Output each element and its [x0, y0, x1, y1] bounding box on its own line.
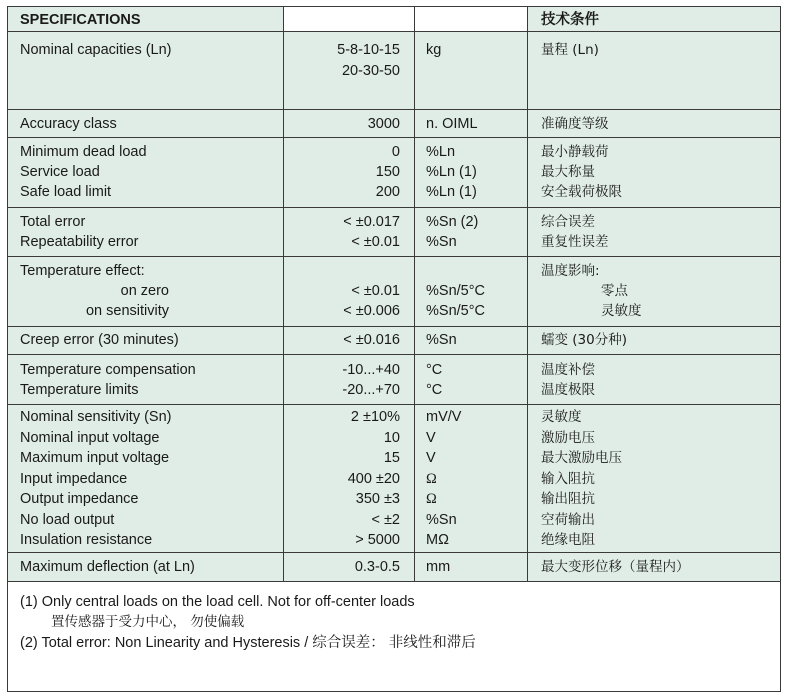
- specifications-table: [7, 6, 781, 692]
- footnote-2: (2) Total error: Non Linearity and Hysteresis / 综合误差： 非线性和滞后: [20, 635, 476, 651]
- spec-label: Input impedance: [20, 470, 128, 487]
- spec-unit: V: [426, 429, 436, 446]
- spec-value: < ±2: [371, 511, 400, 528]
- table-row: [8, 257, 780, 327]
- spec-value: 20-30-50: [341, 63, 400, 79]
- spec-sublabel-cn: 灵敏度: [601, 303, 642, 319]
- table-row: [8, 32, 780, 110]
- spec-unit: %Ln (1): [426, 184, 477, 200]
- spec-label: No load output: [20, 511, 115, 528]
- spec-label: Safe load limit: [20, 184, 112, 200]
- spec-label: Nominal input voltage: [20, 429, 160, 446]
- spec-label-cn: 输出阻抗: [541, 491, 595, 507]
- spec-label: Creep error (30 minutes): [20, 332, 179, 348]
- spec-unit: %Sn: [426, 332, 457, 348]
- table-row: [8, 553, 780, 582]
- spec-value: 150: [375, 164, 400, 180]
- spec-label-cn: 综合误差: [541, 214, 595, 230]
- spec-unit: %Sn: [426, 234, 457, 250]
- spec-label-cn: 激励电压: [541, 429, 595, 446]
- spec-value: > 5000: [355, 532, 400, 548]
- spec-label: Temperature limits: [20, 382, 139, 398]
- spec-unit: mV/V: [426, 409, 462, 425]
- table-row: [8, 405, 780, 553]
- spec-label-cn: 最小静载荷: [541, 144, 609, 160]
- spec-label-cn: 重复性误差: [541, 234, 609, 250]
- spec-sublabel-cn: 零点: [601, 283, 628, 299]
- table-row: [8, 208, 780, 257]
- spec-unit: %Sn/5°C: [426, 303, 485, 319]
- spec-unit: Ω: [426, 470, 437, 487]
- spec-label-cn: 最大称量: [541, 164, 595, 180]
- spec-value: < ±0.017: [343, 214, 400, 230]
- spec-value: 2 ±10%: [350, 409, 400, 425]
- table-row: [8, 327, 780, 355]
- spec-value: 3000: [367, 116, 400, 132]
- spec-label-cn: 输入阻抗: [541, 470, 595, 487]
- spec-label: Repeatability error: [20, 234, 139, 250]
- spec-label-cn: 空荷输出: [541, 511, 595, 528]
- spec-value: < ±0.01: [351, 234, 400, 250]
- header-title-en: SPECIFICATIONS: [20, 12, 141, 28]
- spec-unit: mm: [426, 559, 451, 575]
- spec-value: < ±0.01: [351, 283, 400, 299]
- spec-label-cn: 最大变形位移（量程内）: [541, 559, 690, 575]
- spec-label: Nominal capacities (Ln): [20, 42, 172, 58]
- header-title-cn: 技术条件: [541, 12, 599, 28]
- spec-value: -20...+70: [342, 382, 400, 398]
- spec-label-cn: 准确度等级: [541, 116, 609, 132]
- spec-value: 0: [391, 144, 400, 160]
- spec-unit: %Sn (2): [426, 214, 479, 230]
- spec-value: 0.3-0.5: [354, 559, 400, 575]
- footnote-1: (1) Only central loads on the load cell. Not for off-center loads: [20, 594, 415, 610]
- spec-label: Maximum deflection (at Ln): [20, 559, 195, 575]
- spec-label: Total error: [20, 214, 86, 230]
- table-header: [8, 7, 780, 32]
- spec-value: < ±0.016: [343, 332, 400, 348]
- spec-unit: n. OIML: [426, 116, 478, 132]
- spec-value: 350 ±3: [355, 491, 400, 507]
- spec-label-cn: 温度补偿: [541, 362, 595, 378]
- spec-value: 5-8-10-15: [337, 42, 400, 58]
- spec-value: 15: [383, 450, 400, 466]
- spec-label-cn: 蠕变 (30分种): [541, 332, 628, 348]
- spec-label-cn: 最大激励电压: [541, 450, 622, 466]
- spec-label: Nominal sensitivity (Sn): [20, 409, 172, 425]
- spec-label: Temperature compensation: [20, 362, 196, 378]
- spec-label: Accuracy class: [20, 116, 117, 132]
- spec-label: Minimum dead load: [20, 144, 147, 160]
- spec-value: 400 ±20: [347, 470, 400, 487]
- spec-label: Maximum input voltage: [20, 450, 170, 466]
- spec-label-cn: 灵敏度: [541, 409, 582, 425]
- spec-label: Output impedance: [20, 491, 139, 507]
- spec-value: -10...+40: [342, 362, 400, 378]
- footnote-1-cn: 置传感器于受力中心， 勿使偏载: [51, 614, 245, 630]
- spec-unit: %Ln (1): [426, 164, 477, 180]
- spec-label: Service load: [20, 164, 100, 180]
- spec-label-cn: 温度极限: [541, 382, 595, 398]
- spec-label: Insulation resistance: [20, 532, 153, 548]
- table-row: [8, 355, 780, 405]
- spec-unit: °C: [426, 362, 443, 378]
- spec-unit: Ω: [426, 491, 437, 507]
- spec-unit: MΩ: [426, 532, 449, 548]
- table-row: [8, 138, 780, 208]
- spec-sublabel: on zero: [120, 283, 169, 299]
- spec-label: Temperature effect:: [20, 263, 145, 279]
- spec-label-cn: 量程 (Ln): [541, 42, 599, 58]
- spec-unit: %Sn: [426, 511, 457, 528]
- spec-unit: %Ln: [426, 144, 456, 160]
- spec-value: < ±0.006: [343, 303, 400, 319]
- spec-sublabel: on sensitivity: [85, 303, 169, 319]
- spec-label-cn: 温度影响:: [541, 263, 600, 279]
- spec-value: 200: [375, 184, 400, 200]
- spec-unit: V: [426, 450, 436, 466]
- spec-unit: kg: [426, 42, 442, 58]
- spec-label-cn: 安全载荷极限: [541, 184, 622, 200]
- spec-unit: %Sn/5°C: [426, 283, 485, 299]
- table-row: [8, 110, 780, 138]
- spec-value: 10: [383, 429, 400, 446]
- spec-label-cn: 绝缘电阻: [541, 532, 595, 548]
- footnotes: [8, 582, 780, 691]
- spec-unit: °C: [426, 382, 443, 398]
